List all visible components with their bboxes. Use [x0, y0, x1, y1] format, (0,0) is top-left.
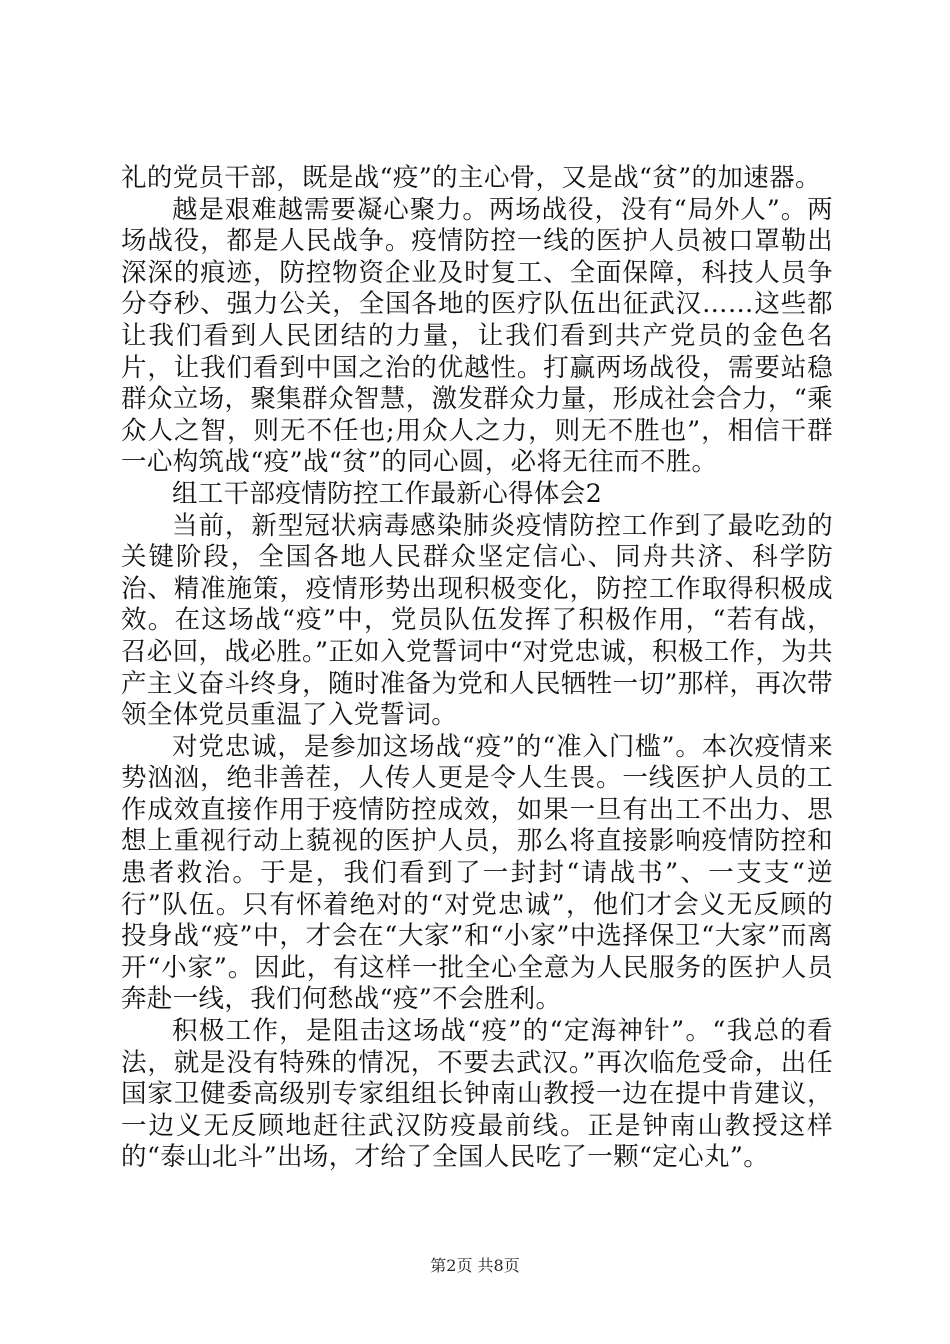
paragraph: 对党忠诚，是参加这场战“疫”的“准入门槛”。本次疫情来势汹汹，绝非善茬，人传人更是令人生畏。一线医护人员的工作成效直接作用于疫情防控成效，如果一旦有出工不出力、思想上重视行动上藐视的医护人员，那么将直接影响疫情防控和患者救治。于是，我们看到了一封封“请战书”、一支支“逆行”队伍。只有怀着绝对的“对党忠诚”，他们才会义无反顾的投身战“疫”中，才会在“大家”和“小家”中选择保卫“大家”而离开“小家”。因此，有这样一批全心全意为人民服务的医护人员奔赴一线，我们何愁战“疫”不会胜利。: [121, 731, 833, 1015]
paragraph: 当前，新型冠状病毒感染肺炎疫情防控工作到了最吃劲的关键阶段，全国各地人民群众坚定信心、同舟共济、科学防治、精准施策，疫情形势出现积极变化，防控工作取得积极成效。在这场战“疫”中，党员队伍发挥了积极作用，“若有战，召必回，战必胜。”正如入党誓词中“对党忠诚，积极工作，为共产主义奋斗终身，随时准备为党和人民牺牲一切”那样，再次带领全体党员重温了入党誓词。: [121, 510, 833, 731]
paragraph: 积极工作，是阻击这场战“疫”的“定海神针”。“我总的看法，就是没有特殊的情况，不要去武汉。”再次临危受命，出任国家卫健委高级别专家组组长钟南山教授一边在提中肯建议，一边义无反顾地赶往武汉防疫最前线。正是钟南山教授这样的“泰山北斗”出场，才给了全国人民吃了一颗“定心丸”。: [121, 1016, 833, 1173]
paragraph: 越是艰难越需要凝心聚力。两场战役，没有“局外人”。两场战役，都是人民战争。疫情防控一线的医护人员被口罩勒出深深的痕迹，防控物资企业及时复工、全面保障，科技人员争分夺秒、强力公关，全国各地的医疗队伍出征武汉……这些都让我们看到人民团结的力量，让我们看到共产党员的金色名片，让我们看到中国之治的优越性。打赢两场战役，需要站稳群众立场，聚集群众智慧，激发群众力量，形成社会合力，“乘众人之智，则无不任也;用众人之力，则无不胜也”，相信干群一心构筑战“疫”战“贫”的同心圆，必将无往而不胜。: [121, 194, 833, 478]
paragraph-continuation: 礼的党员干部，既是战“疫”的主心骨，又是战“贫”的加速器。: [121, 163, 821, 193]
document-body: [121, 163, 833, 1174]
section-heading: 组工干部疫情防控工作最新心得体会2: [172, 478, 603, 509]
page-footer: 第2页 共8页: [430, 1256, 520, 1275]
